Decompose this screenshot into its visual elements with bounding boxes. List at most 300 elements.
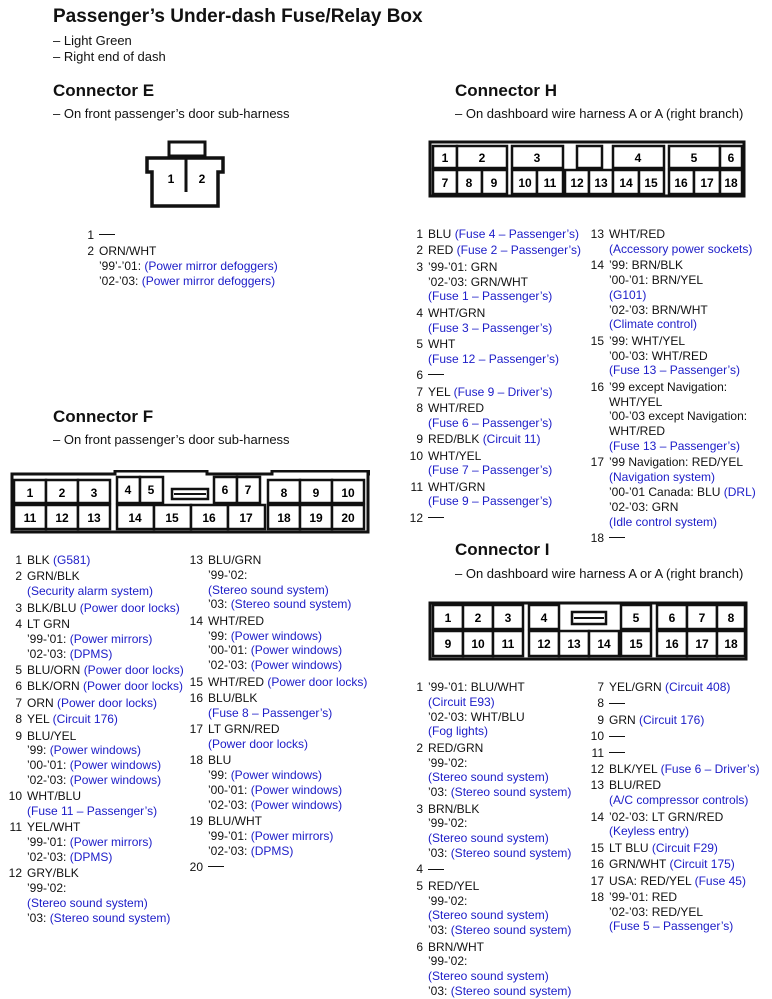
wire-color-text: BRN/BLK [428, 801, 480, 816]
connector-f-pin-label: 2 [58, 486, 66, 500]
pin-description-line [609, 793, 748, 808]
wire-color-text: WHT/RED [609, 227, 665, 241]
wire-color-text: ’03: [208, 597, 231, 612]
pin-entry [6, 569, 184, 599]
pin-number: 1 [15, 553, 22, 567]
wire-color-text: WHT/RED [428, 400, 484, 415]
pin-description-line [27, 881, 170, 896]
pin-entry [185, 691, 367, 721]
pin-entry [6, 663, 184, 678]
connector-f-pin-label: 16 [202, 511, 216, 525]
wire-color-text: ’02-’03: RED/YEL [609, 904, 704, 919]
unused-pin-dash [428, 374, 444, 375]
wire-color-text: ’02-’03: GRN/WHT [428, 274, 529, 289]
pin-entry [6, 696, 184, 711]
circuit-reference: (Fuse 13 – Passenger’s) [609, 363, 740, 378]
page-title: Passenger’s Under-dash Fuse/Relay Box [53, 6, 423, 27]
pin-description-line [208, 675, 367, 690]
pin-entry [586, 810, 760, 840]
wire-color-text: ’99: WHT/YEL [609, 333, 686, 348]
wire-color-text: LT GRN/RED [208, 722, 280, 737]
circuit-reference: (Stereo sound system) [208, 582, 329, 597]
pin-description-line [609, 424, 747, 439]
pin-number: 4 [416, 862, 423, 877]
circuit-reference: (A/C compressor controls) [609, 793, 749, 808]
circuit-reference: (Power windows) [69, 758, 162, 773]
pin-number: 6 [416, 368, 423, 383]
pin-description-line [99, 274, 278, 289]
pin-description-line [27, 804, 157, 819]
pin-number: 3 [416, 801, 423, 816]
connector-h-pin-label: 4 [634, 151, 642, 165]
pin-number: 18 [590, 530, 604, 545]
pin-description-line [428, 969, 571, 984]
wire-color-text: ’02-’03: [208, 843, 251, 858]
pin-entry [185, 860, 367, 875]
connector-i-pin-list-right [586, 680, 760, 934]
circuit-reference: (Stereo sound system) [428, 831, 549, 846]
wire-color-text: ORN [27, 695, 57, 710]
pin-description-line [428, 816, 571, 831]
pin-description-line [428, 984, 571, 999]
circuit-reference: (Fuse 13 – Passenger’s) [609, 438, 740, 453]
pin-entry [586, 857, 760, 872]
wire-color-text: YEL/GRN [609, 680, 666, 694]
connector-f-diagram [10, 470, 370, 534]
connector-i-pin-label: 16 [665, 637, 679, 651]
connector-h-pin-label: 9 [490, 176, 498, 190]
pin-description-line [609, 729, 625, 744]
pin-entry [586, 762, 760, 777]
wire-color-text: LT GRN [27, 616, 70, 631]
pin-number: 5 [15, 662, 22, 677]
pin-description-line [27, 729, 161, 744]
pin-number: 3 [416, 259, 423, 274]
connector-e-pin-list [82, 228, 278, 289]
connector-h-pin-list-right [586, 227, 756, 546]
connector-f-pin-label: 1 [26, 486, 34, 500]
wire-color-text: ’99-’01: [27, 631, 70, 646]
wire-color-text: RED [428, 243, 457, 258]
unused-pin-dash [428, 869, 444, 870]
circuit-reference: (Circuit 11) [482, 432, 541, 447]
wire-color-text: ’99 except Navigation: [609, 379, 728, 394]
circuit-reference: (Power door locks) [83, 662, 184, 677]
circuit-reference: (Power windows) [250, 782, 343, 797]
pin-description-line [428, 724, 525, 739]
wire-color-text: WHT [428, 336, 456, 351]
pin-description-line [609, 380, 747, 395]
wire-color-text: RED/GRN [428, 740, 484, 755]
wire-color-text: YEL [428, 384, 454, 399]
pin-number: 16 [590, 379, 604, 394]
wire-color-text: WHT/RED [208, 613, 264, 628]
pin-description-line [428, 321, 552, 336]
wire-color-text: ’99-’02: [208, 567, 248, 582]
wire-color-text: YEL [27, 712, 53, 727]
pin-description-line [428, 680, 525, 695]
wire-color-text: ’03: [27, 910, 50, 925]
connector-h-pin-label: 15 [644, 176, 658, 190]
pin-number: 4 [15, 616, 22, 631]
connector-i-pin-label: 18 [724, 637, 738, 651]
circuit-reference: (Fuse 5 – Passenger’s) [609, 919, 734, 934]
circuit-reference: (DPMS) [250, 843, 294, 858]
pin-description-line [428, 511, 444, 526]
connector-f-pin-label: 18 [277, 511, 291, 525]
pin-number: 9 [15, 728, 22, 743]
wire-color-text: ’99: [27, 743, 50, 758]
circuit-reference: (Stereo sound system) [27, 896, 148, 911]
pin-description-line [27, 866, 170, 881]
pin-number: 2 [416, 740, 423, 755]
connector-h-pin-list-left [405, 227, 581, 526]
unused-pin-dash [208, 866, 224, 867]
connector-h-pin-label: 6 [727, 151, 735, 165]
pin-entry [586, 680, 760, 695]
pin-description-line [609, 303, 708, 318]
pin-description-line [27, 896, 170, 911]
pin-entry [586, 380, 756, 454]
pin-description-line [428, 260, 552, 275]
pin-entry [6, 789, 184, 819]
circuit-reference: (Climate control) [609, 317, 698, 332]
wire-color-text: ’99-’02: [428, 954, 468, 969]
connector-f-pin-label: 11 [23, 511, 37, 525]
wire-color-text: ’02-’03: LT GRN/RED [609, 809, 724, 824]
pin-entry [6, 712, 184, 727]
pin-description-line [428, 785, 571, 800]
wire-color-text: ’02-’03: [99, 273, 142, 288]
circuit-reference: (Stereo sound system) [450, 785, 572, 800]
wire-color-text: ’02-’03: BRN/WHT [609, 302, 708, 317]
pin-number: 14 [189, 613, 203, 628]
circuit-reference: (Fuse 7 – Passenger’s) [428, 463, 553, 478]
pin-entry [405, 862, 571, 877]
connector-f-pin-label: 19 [309, 511, 323, 525]
pin-description-line [208, 706, 332, 721]
connector-f-pin-label: 17 [239, 511, 253, 525]
pin-description-line [208, 737, 308, 752]
pin-number: 11 [591, 745, 604, 760]
pin-description-line [428, 695, 525, 710]
pin-number: 12 [409, 510, 423, 525]
connector-h-pin-label: 18 [724, 176, 738, 190]
connector-f-pin-label: 8 [280, 486, 288, 500]
pin-entry [405, 741, 571, 800]
connector-i-diagram [428, 600, 750, 662]
connector-f-pin-label: 4 [124, 483, 132, 497]
pin-number: 1 [87, 228, 94, 242]
circuit-reference: (Navigation system) [609, 470, 716, 485]
pin-description-line [27, 820, 152, 835]
connector-i-pin-label: 12 [537, 637, 551, 651]
connector-h-pin-label: 5 [690, 151, 698, 165]
pin-number: 2 [15, 569, 22, 584]
pin-entry [586, 258, 756, 332]
wire-color-text: WHT/YEL [428, 448, 482, 463]
pin-number: 9 [416, 432, 423, 447]
pin-description-line [609, 746, 625, 761]
connector-i-pin-label: 11 [501, 637, 515, 651]
connector-f-pin-label: 9 [312, 486, 320, 500]
circuit-reference: (Circuit 408) [665, 680, 731, 694]
pin-entry [405, 260, 581, 304]
pin-description-line [609, 515, 756, 530]
wire-color-text: GRN [609, 712, 639, 727]
circuit-reference: (Power mirrors) [69, 835, 153, 850]
wire-color-text: BLU [428, 227, 455, 241]
circuit-reference: (Stereo sound system) [230, 597, 352, 612]
pin-description-line [27, 584, 153, 599]
pin-description-line [428, 954, 571, 969]
circuit-reference: (DPMS) [69, 850, 113, 865]
wire-color-text: GRY/BLK [27, 866, 79, 881]
wire-color-text: RED/BLK [428, 432, 483, 447]
wire-color-text: WHT/RED [208, 674, 268, 689]
wire-color-text: BLU/YEL [27, 728, 77, 743]
pin-entry [405, 306, 581, 336]
circuit-reference: (Power door locks) [208, 736, 309, 751]
pin-description-line [609, 713, 704, 728]
pin-description-line [208, 691, 332, 706]
connector-h-pin-label: 1 [441, 151, 449, 165]
pin-description-line [428, 862, 444, 877]
pin-entry [405, 680, 571, 739]
connector-h-pin-label: 17 [700, 176, 714, 190]
connector-i-pin-label: 2 [474, 611, 482, 625]
unused-pin-dash [609, 752, 625, 753]
connector-i-pin-label: 15 [629, 637, 643, 651]
pin-number: 15 [189, 674, 203, 689]
pin-description-line [609, 258, 708, 273]
pin-entry [82, 244, 278, 288]
circuit-reference: (Power windows) [250, 643, 343, 658]
connector-e-pin-label: 2 [198, 172, 206, 186]
pin-description-line [208, 553, 351, 568]
wire-color-text: ’99-’02: [428, 755, 468, 770]
pin-number: 14 [590, 809, 604, 824]
pin-number: 6 [416, 939, 423, 954]
pin-number: 5 [416, 878, 423, 893]
wire-color-text: ’02-’03: WHT/BLU [428, 709, 525, 724]
pin-description-line [208, 568, 351, 583]
pin-description-line [27, 911, 170, 926]
circuit-reference: (Power door locks) [83, 679, 184, 694]
pin-description-line [609, 874, 746, 889]
pin-number: 4 [416, 305, 423, 320]
note-color: – Light Green [53, 33, 132, 48]
pin-number: 5 [416, 336, 423, 351]
circuit-reference: (Power mirror defoggers) [144, 259, 278, 274]
connector-h-pin-label: 3 [533, 151, 541, 165]
circuit-reference: (Fuse 8 – Passenger’s) [208, 705, 333, 720]
pin-entry [586, 890, 760, 934]
connector-f-pin-label: 13 [87, 511, 101, 525]
connector-i-pin-list-left [405, 680, 571, 999]
pin-number: 12 [590, 761, 604, 776]
wire-color-text: ’02-’03: [27, 772, 70, 787]
wire-color-text: USA: RED/YEL [609, 873, 695, 888]
circuit-reference: (Accessory power sockets) [609, 241, 753, 256]
pin-number: 16 [590, 857, 604, 872]
connector-i-pin-label: 6 [668, 611, 676, 625]
connector-e-subtitle: – On front passenger’s door sub-harness [53, 106, 290, 121]
pin-entry [586, 227, 756, 257]
pin-entry [6, 617, 184, 661]
pin-description-line [428, 494, 552, 509]
pin-description-line [609, 470, 756, 485]
connector-e-diagram [140, 138, 230, 210]
connector-i-pin-label: 10 [471, 637, 485, 651]
pin-description-line [208, 783, 342, 798]
wire-color-text: ’99’-’01: [99, 259, 145, 274]
circuit-reference: (DPMS) [69, 646, 113, 661]
pin-entry [185, 614, 367, 673]
unused-pin-dash [609, 736, 625, 737]
pin-description-line [609, 455, 756, 470]
connector-h-pin-label: 10 [518, 176, 532, 190]
wire-color-text: RED/YEL [428, 878, 480, 893]
pin-description-line [208, 583, 351, 598]
pin-description-line [609, 778, 748, 793]
pin-description-line [27, 632, 152, 647]
pin-entry [185, 675, 367, 690]
pin-entry [82, 228, 278, 243]
wire-color-text: ’00-’03 except Navigation: [609, 409, 748, 424]
circuit-reference: (Circuit E93) [428, 694, 495, 709]
pin-description-line [609, 485, 756, 500]
pin-number: 17 [590, 455, 604, 470]
wire-color-text: WHT/BLU [27, 789, 81, 804]
pin-number: 1 [416, 680, 423, 694]
pin-number: 19 [189, 814, 203, 829]
pin-description-line [428, 401, 552, 416]
pin-number: 7 [416, 384, 423, 399]
wire-color-text: ’02-’03: [27, 850, 70, 865]
pin-entry [586, 531, 756, 546]
pin-number: 15 [590, 840, 604, 855]
wire-color-text: GRN/WHT [609, 857, 670, 872]
pin-number: 16 [189, 690, 203, 705]
circuit-reference: (Fuse 12 – Passenger’s) [428, 351, 559, 366]
connector-i-pin-label: 1 [444, 611, 452, 625]
pin-entry [405, 480, 581, 510]
wire-color-text: ’00-’01: [27, 758, 70, 773]
pin-entry [586, 713, 760, 728]
wire-color-text: WHT/GRN [428, 305, 486, 320]
connector-f-heading: Connector F [53, 407, 154, 426]
pin-number: 10 [409, 448, 423, 463]
connector-i-pin-label: 8 [727, 611, 735, 625]
wire-color-text: ’99: [208, 768, 231, 783]
connector-f-pin-label: 5 [147, 483, 155, 497]
pin-description-line [609, 439, 747, 454]
wire-color-text: BLU/RED [609, 778, 662, 793]
connector-f-pin-label: 3 [90, 486, 98, 500]
circuit-reference: (Power windows) [230, 768, 323, 783]
pin-number: 18 [590, 889, 604, 904]
circuit-reference: (Power door locks) [57, 695, 158, 710]
connector-h-pin-label: 2 [478, 151, 486, 165]
wire-color-text: ORN/WHT [99, 244, 157, 259]
connector-h-pin-label: 7 [441, 176, 449, 190]
pin-description-line [609, 334, 740, 349]
pin-description-line [609, 349, 740, 364]
pin-description-line [428, 416, 552, 431]
wire-color-text: WHT/RED [609, 424, 665, 439]
pin-description-line [27, 773, 161, 788]
pin-entry [405, 243, 581, 258]
pin-description-line [27, 601, 180, 616]
pin-description-line [27, 850, 152, 865]
circuit-reference: (Security alarm system) [27, 584, 154, 599]
wire-color-text: ’00-’01: BRN/YEL [609, 272, 704, 287]
circuit-reference: (Circuit F29) [651, 840, 718, 855]
wire-color-text: ’99-’02: [428, 893, 468, 908]
pin-description-line [428, 432, 540, 447]
pin-description-line [99, 244, 278, 259]
pin-description-line [428, 940, 571, 955]
pin-entry [405, 511, 581, 526]
pin-description-line [428, 352, 559, 367]
wire-color-text: WHT/YEL [609, 394, 663, 409]
wire-color-text: ’99-’02: [428, 816, 468, 831]
pin-entry [586, 729, 760, 744]
pin-entry [185, 753, 367, 812]
pin-description-line [27, 835, 152, 850]
wire-color-text: BLU [208, 753, 232, 768]
circuit-reference: (Stereo sound system) [49, 910, 171, 925]
pin-entry [6, 553, 184, 568]
connector-h-pin-label: 12 [570, 176, 584, 190]
circuit-reference: (Stereo sound system) [450, 845, 572, 860]
circuit-reference: (Power mirror defoggers) [141, 273, 276, 288]
pin-description-line [208, 614, 342, 629]
wire-color-text: ’99-’01: [208, 828, 251, 843]
pin-description-line [208, 722, 308, 737]
circuit-reference: (Power windows) [230, 628, 323, 643]
unused-pin-dash [609, 703, 625, 704]
pin-description-line [428, 449, 552, 464]
pin-description-line [609, 317, 708, 332]
pin-description-line [428, 463, 552, 478]
pin-entry [405, 432, 581, 447]
pin-description-line [428, 306, 552, 321]
pin-description-line [428, 802, 571, 817]
pin-number: 17 [189, 722, 203, 737]
wire-color-text: BLK [27, 553, 54, 567]
pin-entry [185, 722, 367, 752]
pin-description-line [609, 905, 733, 920]
pin-description-line [609, 242, 752, 257]
pin-entry [405, 940, 571, 999]
wire-color-text: ’99 Navigation: RED/YEL [609, 455, 744, 470]
pin-description-line [428, 710, 525, 725]
circuit-reference: (Power mirrors) [250, 828, 334, 843]
connector-f-pin-list-right [185, 553, 367, 875]
wire-color-text: ’99-’01: GRN [428, 259, 498, 274]
wire-color-text: LT BLU [609, 840, 652, 855]
circuit-reference: (Circuit 175) [669, 857, 735, 872]
pin-description-line [609, 810, 723, 825]
pin-number: 14 [590, 258, 604, 273]
pin-number: 17 [590, 873, 604, 888]
circuit-reference: (Power windows) [250, 658, 343, 673]
connector-h-heading: Connector H [455, 81, 557, 100]
pin-description-line [428, 879, 571, 894]
circuit-reference: (Fog lights) [428, 724, 489, 739]
